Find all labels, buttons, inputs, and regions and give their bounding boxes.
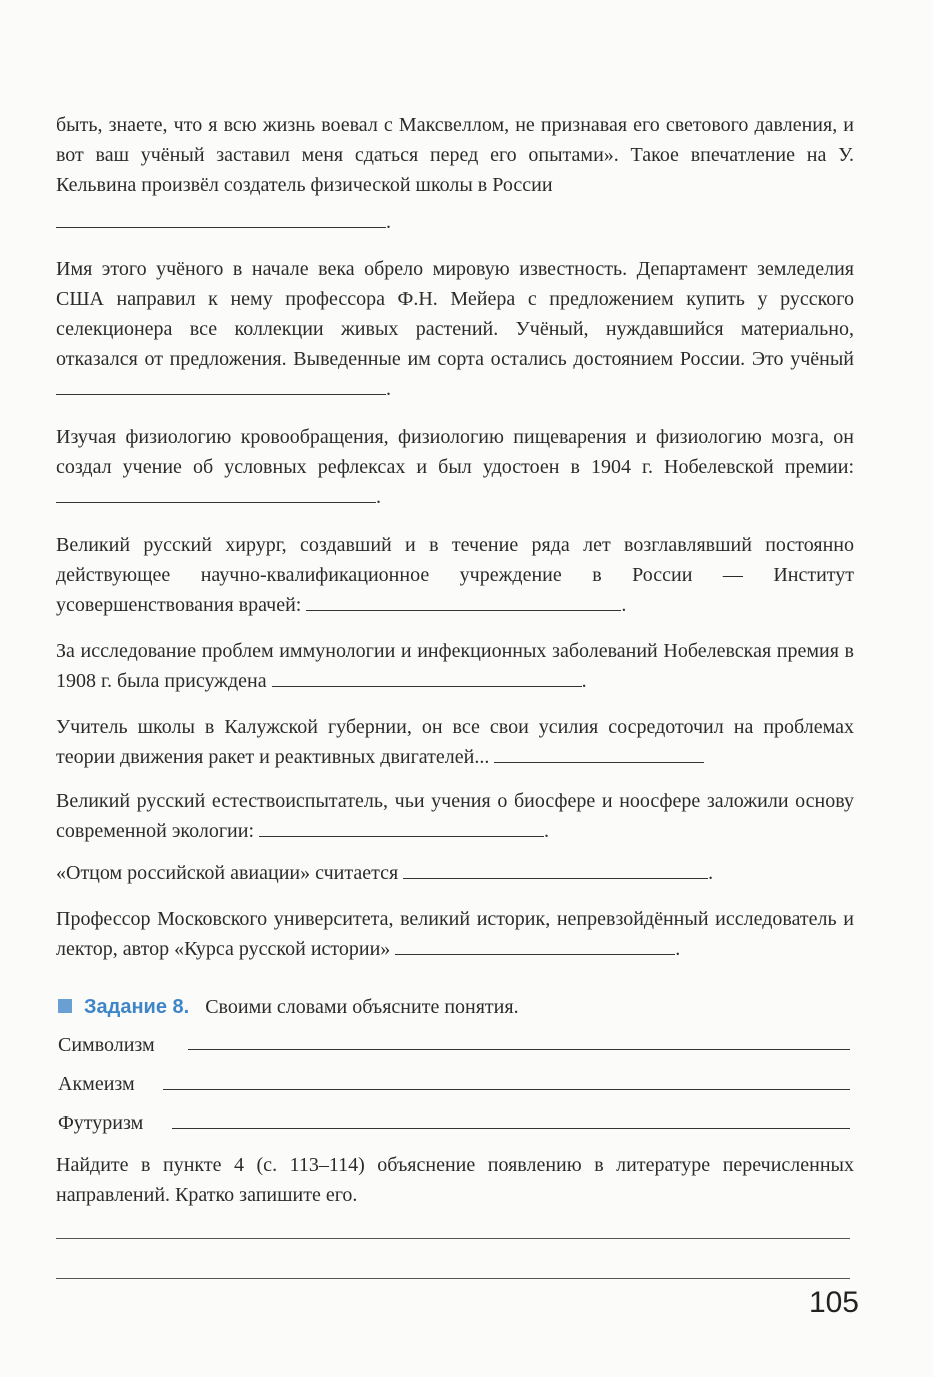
paragraph-biosphere: Великий русский естествоиспытатель, чьи учения о биосфере и ноосфере заложили основу современной экологии: .	[56, 790, 854, 842]
paragraph-text: За исследование проблем иммунологии и инфекционных заболеваний Нобелевская премия в 1908 г. была присуждена	[56, 640, 854, 692]
paragraph-text: Профессор Московского университета, великий историк, непревзойдённый исследователь и лектор, автор «Курса русской истории»	[56, 908, 854, 960]
answer-blank-vernadsky[interactable]	[259, 816, 544, 837]
answer-blank-mechnikov[interactable]	[272, 666, 582, 687]
answer-blank-tsiolkovsky[interactable]	[494, 742, 704, 763]
paragraph-pavlov: Изучая физиологию кровообращения, физиологию пищеварения и физиологию мозга, он создал учение об условных рефлексах и был удостоен в 1904 г. Нобелевской премии: .	[56, 426, 854, 508]
answer-blank-klyuchevsky[interactable]	[395, 934, 675, 955]
answer-blank-pavlov[interactable]	[56, 482, 376, 503]
paragraph-aviation: «Отцом российской авиации» считается .	[56, 858, 854, 888]
term-symbolism-label: Символизм	[58, 1034, 155, 1056]
answer-blank-surgeon[interactable]	[306, 590, 621, 611]
page-number: 105	[808, 1286, 859, 1319]
task-8-label: Задание 8.	[84, 996, 190, 1018]
answer-line-1[interactable]	[56, 1238, 850, 1239]
paragraph-text: Великий русский естествоиспытатель, чьи учения о биосфере и ноосфере заложили основу современной экологии:	[56, 790, 854, 842]
answer-line-symbolism[interactable]	[188, 1049, 850, 1050]
task-8-heading	[58, 993, 519, 1021]
square-bullet-icon	[58, 999, 72, 1013]
answer-line-futurism[interactable]	[172, 1128, 850, 1129]
answer-line-acmeism[interactable]	[163, 1089, 850, 1090]
answer-blank-lebedev[interactable]: .	[56, 207, 391, 237]
paragraph-text: Великий русский хирург, создавший и в течение ряда лет возглавлявший постоянно действующее научно-квалификационное учреждение в России — Институт усовершенствования врачей:	[56, 534, 854, 616]
answer-blank-vavilov[interactable]	[56, 374, 386, 395]
paragraph-immunology: За исследование проблем иммунологии и инфекционных заболеваний Нобелевская премия в 1908 г. была присуждена .	[56, 640, 854, 692]
paragraph-text: «Отцом российской авиации» считается	[56, 862, 399, 884]
paragraph-text: быть, знаете, что я всю жизнь воевал с Максвеллом, не признавая его светового давления, и вот ваш учёный заставил меня сдаться перед его опытами». Такое впечатление на У. Кельвина произвёл создатель физической школы в России	[56, 114, 854, 196]
paragraph-rockets	[56, 712, 854, 772]
paragraph-text: Учитель школы в Калужской губернии, он все свои усилия сосредоточил на проблемах теории движения ракет и реактивных двигателей...	[56, 716, 854, 768]
paragraph-kelvin	[56, 110, 854, 200]
term-acmeism-label: Акмеизм	[58, 1073, 135, 1095]
answer-blank-zhukovsky[interactable]	[403, 858, 708, 879]
paragraph-surgeon: Великий русский хирург, создавший и в течение ряда лет возглавлявший постоянно действующее научно-квалификационное учреждение в России — Институт усовершенствования врачей: .	[56, 534, 854, 616]
paragraph-historian: Профессор Московского университета, великий историк, непревзойдённый исследователь и лектор, автор «Курса русской истории» .	[56, 908, 854, 960]
followup-text: Найдите в пункте 4 (с. 113–114) объяснение появлению в литературе перечисленных направлений. Кратко запишите его.	[56, 1154, 854, 1206]
paragraph-text: Изучая физиологию кровообращения, физиологию пищеварения и физиологию мозга, он создал учение об условных рефлексах и был удостоен в 1904 г. Нобелевской премии:	[56, 426, 854, 478]
task-8-followup	[56, 1150, 854, 1210]
task-8-instruction: Своими словами объясните понятия.	[205, 996, 519, 1018]
paragraph-text: Имя этого учёного в начале века обрело мировую известность. Департамент земледелия США направил к нему профессора Ф.Н. Мейера с предложением купить у русского селекционера все коллекции живых растений. Учёный, нуждавшийся материально, отказался от предложения. Выведенные им сорта остались достоянием России. Это учёный	[56, 258, 854, 370]
answer-line-2[interactable]	[56, 1278, 850, 1279]
paragraph-breeder: Имя этого учёного в начале века обрело мировую известность. Департамент земледелия США направил к нему профессора Ф.Н. Мейера с предложением купить у русского селекционера все коллекции живых растений. Учёный, нуждавшийся материально, отказался от предложения. Выведенные им сорта остались достоянием России. Это учёный .	[56, 258, 854, 400]
term-futurism-label: Футуризм	[58, 1112, 144, 1134]
